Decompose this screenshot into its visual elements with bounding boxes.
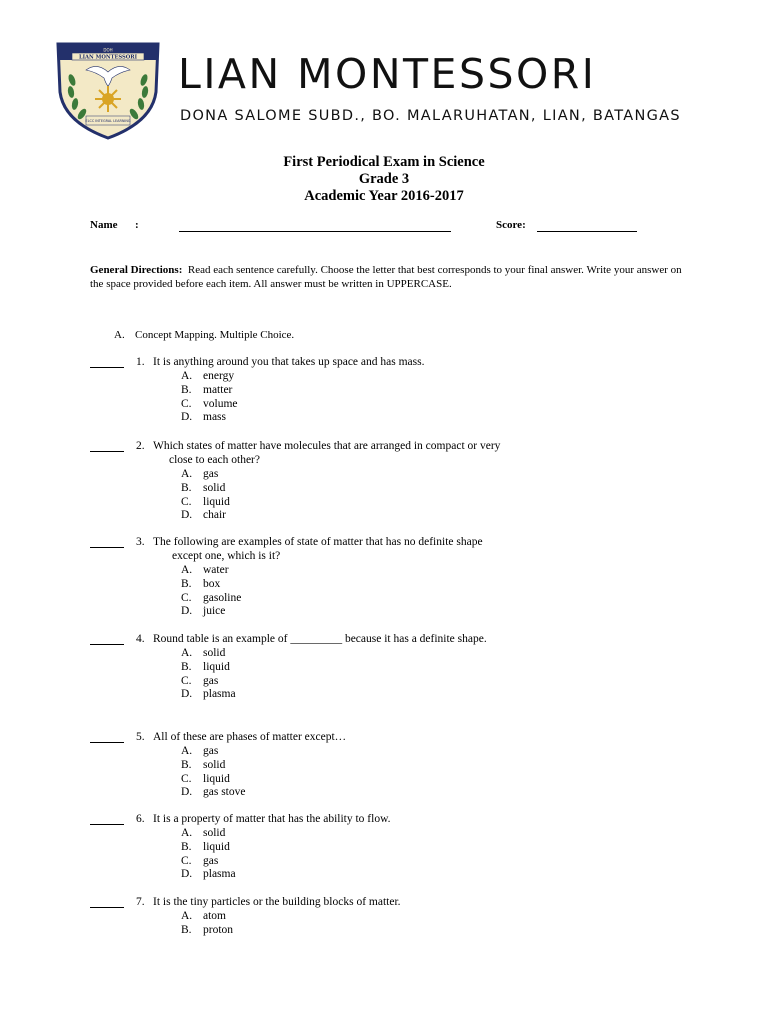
question-number: 4. — [136, 633, 145, 645]
question-text — [153, 535, 593, 563]
question-text-line: Which states of matter have molecules that are arranged in compact or very — [153, 440, 501, 452]
choice-letter: D. — [181, 786, 193, 799]
name-label: Name — [90, 219, 118, 231]
choice-text: liquid — [203, 840, 230, 853]
section-letter: A. — [114, 329, 125, 341]
logo-text-bottom: ELCC INTEGRAL LEARNING — [85, 119, 131, 123]
choice-text: gas — [203, 674, 219, 687]
question-text-line: close to each other? — [169, 454, 260, 466]
question-number: 3. — [136, 536, 145, 548]
question-text — [153, 355, 593, 369]
choice-text: solid — [203, 647, 226, 659]
choice-text: solid — [203, 827, 226, 839]
score-field[interactable] — [537, 231, 637, 232]
question-text-line: It is anything around you that takes up space and has mass. — [153, 356, 425, 368]
choice-letter: B. — [181, 840, 192, 853]
answer-blank[interactable] — [90, 895, 124, 908]
choice-text: liquid — [203, 660, 230, 673]
general-directions — [90, 263, 690, 291]
choice-text: liquid — [203, 772, 230, 785]
page-header — [0, 0, 768, 150]
question-text — [153, 812, 593, 826]
choice-letter: D. — [181, 411, 193, 424]
choice-text: chair — [203, 509, 226, 522]
score-label: Score: — [496, 219, 526, 231]
choice-letter: C. — [181, 495, 192, 508]
choice-letter: C. — [181, 772, 192, 785]
choice-text: volume — [203, 397, 238, 410]
exam-grade: Grade 3 — [358, 171, 410, 187]
choice-letter: C. — [181, 854, 192, 867]
choice-letter: B. — [181, 923, 192, 936]
choice-letter: A. — [181, 745, 193, 757]
choice-letter: D. — [181, 868, 193, 881]
choice-text: gas stove — [203, 786, 246, 799]
question-text — [153, 730, 593, 744]
section-title: Concept Mapping. Multiple Choice. — [135, 329, 295, 341]
question-text — [153, 439, 593, 467]
choice-text: box — [203, 577, 221, 590]
choice-text: plasma — [203, 688, 236, 701]
name-field[interactable] — [179, 231, 451, 232]
choice-letter: B. — [181, 383, 192, 396]
choice-text: gas — [203, 854, 219, 867]
choice-text: solid — [203, 481, 226, 494]
question-number: 7. — [136, 896, 145, 908]
choice-letter: D. — [181, 605, 193, 618]
exam-academic-year: Academic Year 2016-2017 — [304, 188, 464, 204]
question-text-line: All of these are phases of matter except… — [153, 731, 347, 743]
name-colon: : — [135, 219, 139, 231]
section-heading — [114, 329, 294, 341]
school-address: DONA SALOME SUBD., BO. MALARUHATAN, LIAN, BATANGAS — [180, 108, 681, 124]
answer-blank[interactable] — [90, 812, 124, 825]
question-number: 5. — [136, 731, 145, 743]
question-text-line: Round table is an example of _________ because it has a definite shape. — [153, 633, 487, 645]
school-name: LIAN MONTESSORI — [178, 50, 597, 98]
question-text-line: It is the tiny particles or the building blocks of matter. — [153, 896, 401, 908]
choice-letter: D. — [181, 509, 193, 522]
choice-text: mass — [203, 411, 226, 424]
choice-letter: A. — [181, 910, 193, 922]
logo-text-top: DOH — [103, 47, 113, 53]
choice-text: proton — [203, 923, 234, 936]
logo-text-banner: LIAN MONTESSORI — [78, 54, 138, 61]
choice-text: atom — [203, 910, 226, 922]
choice-letter: B. — [181, 758, 192, 771]
question-number: 2. — [136, 440, 145, 452]
directions-text: Read each sentence carefully. Choose the letter that best corresponds to your final answer. Write your answer on the space provided before each item. All answer must be written in UPPERCASE. — [90, 264, 682, 290]
answer-blank[interactable] — [90, 632, 124, 645]
choice-letter: B. — [181, 660, 192, 673]
exam-title: First Periodical Exam in Science — [283, 154, 485, 170]
choice-text: juice — [203, 605, 226, 618]
choice-letter: A. — [181, 827, 193, 839]
question-text-line: except one, which is it? — [172, 550, 281, 562]
question-number: 1. — [136, 356, 145, 368]
exam-title-block — [0, 154, 768, 205]
choice-text: energy — [203, 370, 235, 382]
question-number: 6. — [136, 813, 145, 825]
question-text — [153, 632, 593, 646]
choice-text: gas — [203, 745, 219, 757]
choice-letter: C. — [181, 674, 192, 687]
answer-blank[interactable] — [90, 355, 124, 368]
answer-blank[interactable] — [90, 730, 124, 743]
question-text-line: It is a property of matter that has the ability to flow. — [153, 813, 391, 825]
choice-text: plasma — [203, 868, 236, 881]
choice-letter: D. — [181, 688, 193, 701]
answer-blank[interactable] — [90, 535, 124, 548]
choice-text: water — [203, 564, 229, 576]
question-text-line: The following are examples of state of matter that has no definite shape — [153, 536, 483, 548]
choice-letter: A. — [181, 564, 193, 576]
choice-text: gasoline — [203, 591, 242, 604]
question-text — [153, 895, 593, 909]
choice-letter: A. — [181, 468, 193, 480]
directions-label: General Directions: — [90, 264, 183, 276]
choice-letter: B. — [181, 481, 192, 494]
choice-text: gas — [203, 468, 219, 480]
choice-letter: B. — [181, 577, 192, 590]
choice-text: matter — [203, 383, 233, 396]
choice-letter: A. — [181, 370, 193, 382]
choice-letter: C. — [181, 397, 192, 410]
choice-letter: C. — [181, 591, 192, 604]
school-logo — [52, 40, 164, 140]
choice-letter: A. — [181, 647, 193, 659]
answer-blank[interactable] — [90, 439, 124, 452]
choice-text: solid — [203, 758, 226, 771]
choice-text: liquid — [203, 495, 230, 508]
